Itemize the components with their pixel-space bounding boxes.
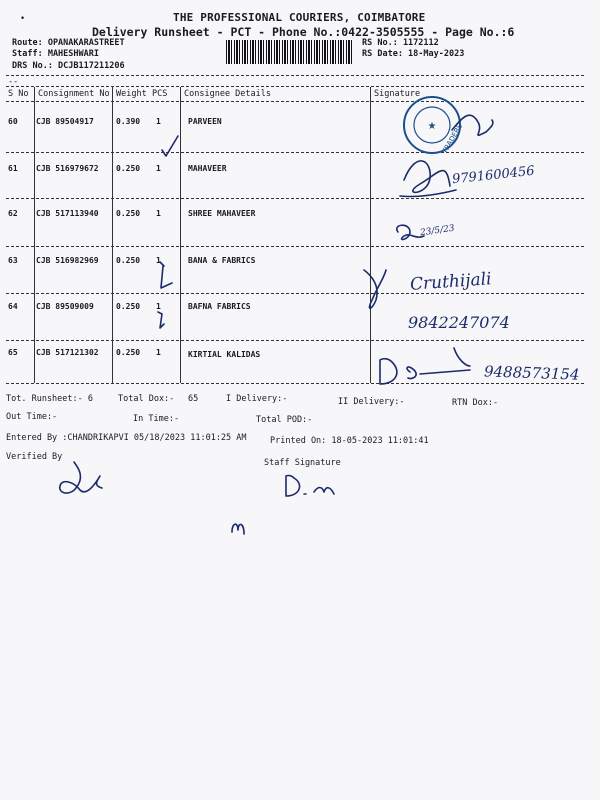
col-consignee: Consignee Details: [184, 89, 271, 99]
out-time: Out Time:-: [6, 412, 58, 422]
handwritten-date: 23/5/23: [419, 223, 456, 239]
check-mark-icon: [162, 136, 178, 156]
row-weight: 0.250: [116, 302, 141, 311]
row-pcs: 1: [156, 117, 161, 126]
bullet-mark: •: [20, 14, 26, 24]
row-weight: 0.250: [116, 164, 141, 173]
row-consignee: MAHAVEER: [188, 164, 227, 173]
company-name: THE PROFESSIONAL COURIERS, COIMBATORE: [173, 11, 426, 24]
signature-mark: [364, 270, 386, 308]
row-sno: 65: [8, 348, 18, 357]
handwritten-name: Cruthijali: [409, 269, 493, 295]
col-sno: S No: [8, 89, 29, 99]
runsheet-title: Delivery Runsheet - PCT - Phone No.:0422-3505555 - Page No.:6: [92, 25, 515, 39]
handwritten-phone: 9791600456: [451, 163, 536, 188]
staff-label: Staff: MAHESHWARI: [12, 49, 99, 59]
stamp-text: TRADERS: [440, 122, 465, 155]
row-weight: 0.390: [116, 117, 141, 126]
in-time: In Time:-: [133, 414, 180, 424]
row-consignee: KIRTIAL KALIDAS: [188, 350, 261, 359]
handwritten-phone: 9842247074: [408, 313, 510, 332]
row-pcs: 1: [156, 164, 161, 173]
rs-no: RS No.: 1172112: [362, 38, 439, 48]
row-sno: 64: [8, 302, 18, 311]
col-signature: Signature: [374, 89, 421, 99]
row-weight: 0.250: [116, 348, 141, 357]
total-dox-label: Total Dox:-: [118, 394, 175, 404]
row-sno: 63: [8, 256, 18, 265]
total-pod: Total POD:-: [256, 415, 313, 425]
row-consignee: BAFNA FABRICS: [188, 302, 251, 311]
signature-mark: [380, 348, 470, 384]
rtn-dox: RTN Dox:-: [452, 398, 499, 408]
row-consignee: SHREE MAHAVEER: [188, 209, 256, 218]
entered-by: Entered By :CHANDRIKAPVI 05/18/2023 11:01:25 AM: [6, 433, 247, 443]
row-consignment: CJB 89504917: [36, 117, 94, 126]
row-pcs: 1: [156, 348, 161, 357]
printed-on: Printed On: 18-05-2023 11:01:41: [270, 436, 429, 446]
signature-mark: [400, 190, 456, 197]
col-weight: Weight: [116, 89, 147, 99]
row-weight: 0.250: [116, 209, 141, 218]
top-marks: --: [8, 77, 19, 87]
col-consignment: Consignment No: [38, 89, 110, 99]
row-pcs: 1: [156, 209, 161, 218]
row-pcs: 1: [156, 256, 161, 265]
verified-by: Verified By: [6, 452, 63, 462]
row-consignment: CJB 89509009: [36, 302, 94, 311]
rs-date: RS Date: 18-May-2023: [362, 49, 465, 59]
stray-mark: [232, 524, 244, 534]
tot-runsheet: Tot. Runsheet:- 6: [6, 394, 93, 404]
col-pcs: PCS: [152, 89, 168, 99]
signature-mark: [404, 161, 450, 192]
row-sno: 62: [8, 209, 18, 218]
staff-signature-label: Staff Signature: [264, 458, 341, 468]
row-consignment: CJB 516982969: [36, 256, 99, 265]
row-consignee: PARVEEN: [188, 117, 222, 126]
svg-text:★: ★: [427, 121, 437, 132]
tick-mark-icon: [160, 262, 172, 288]
row-consignment: CJB 517113940: [36, 209, 99, 218]
row-sno: 61: [8, 164, 18, 173]
row-consignee: BANA & FABRICS: [188, 256, 256, 265]
staff-signature: [286, 476, 334, 497]
i-delivery: I Delivery:-: [226, 394, 288, 404]
verifier-signature: [60, 462, 102, 493]
ii-delivery: II Delivery:-: [338, 397, 405, 407]
signature-mark: [397, 225, 424, 239]
drs-label: DRS No.: DCJB117211206: [12, 61, 125, 71]
row-pcs: 1: [156, 302, 161, 311]
handwritten-phone: 9488573154: [483, 362, 580, 384]
row-consignment: CJB 516979672: [36, 164, 99, 173]
route-label: Route: OPANAKARASTREET: [12, 38, 125, 48]
total-dox-value: 65: [188, 394, 199, 404]
row-sno: 60: [8, 117, 18, 126]
row-consignment: CJB 517121302: [36, 348, 99, 357]
tick-mark-icon: [158, 312, 164, 328]
row-weight: 0.250: [116, 256, 141, 265]
